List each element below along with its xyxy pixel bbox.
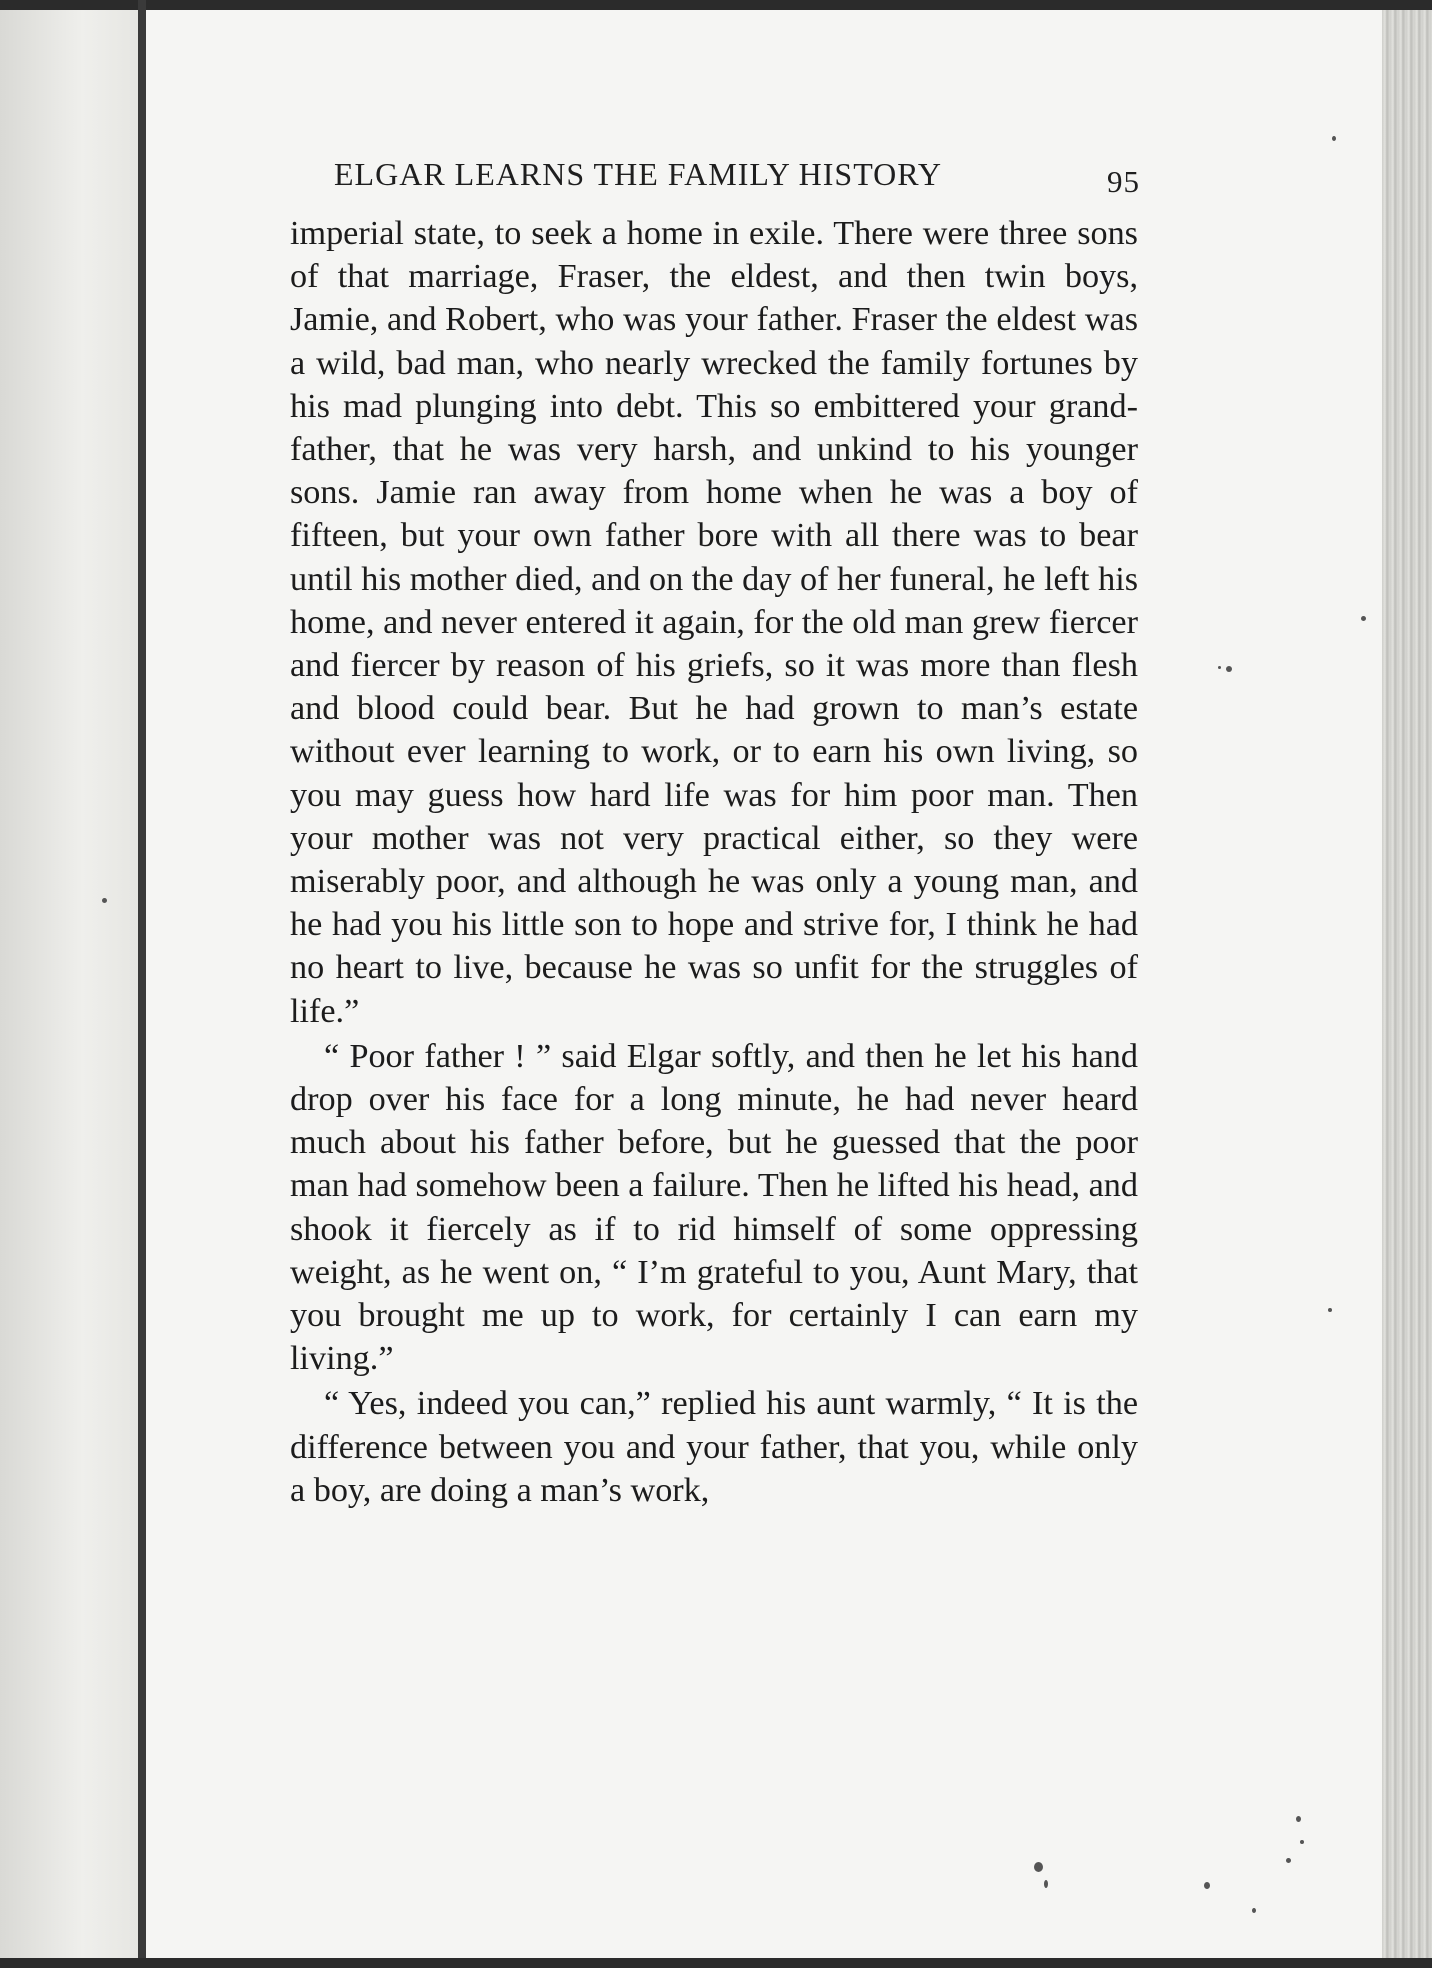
body-text bbox=[290, 212, 1138, 1512]
dust-speck bbox=[1286, 1858, 1291, 1863]
dust-speck bbox=[1226, 666, 1232, 672]
dust-speck bbox=[102, 898, 107, 903]
scan-top-edge bbox=[0, 0, 1432, 10]
dust-speck bbox=[1204, 1882, 1210, 1889]
paragraph-2: “ Poor father ! ” said Elgar softly, and then he let his hand drop over his face for a long minute, he had never heard much about his father before, but he guessed that the poor man had somehow been a failure. Then he lifted his head, and shook it fiercely as if to rid himself of some oppressing weight, as he went on, “ I’m grateful to you, Aunt Mary, that you brought me up to work, for certainly I can earn my living.” bbox=[290, 1037, 1138, 1378]
dust-speck bbox=[1361, 616, 1366, 621]
previous-page-leaf bbox=[0, 10, 138, 1960]
book-gutter bbox=[138, 0, 146, 1968]
dust-speck bbox=[1252, 1908, 1256, 1913]
paragraph-1: imperial state, to seek a home in exile. There were three sons of that marriage, Fraser, the eldest, and then twin boys, Jamie, and Robert, who was your father. Fraser the eldest was a wild, bad man, who nearly wrecked the family fortunes by his mad plunging into debt. This so embittered your grand-father, that he was very harsh, and unkind to his younger sons. Jamie ran away from home when he was a boy of fifteen, but your own father bore with all there was to bear until his mother died, and on the day of her funeral, he left his home, and never entered it again, for the old man grew fiercer and fiercer by reason of his griefs, so it was more than flesh and blood could bear. But he had grown to man’s estate without ever learning to work, or to earn his own living, so you may guess how hard life was for him poor man. Then your mother was not very practical either, so they were miserably poor, and although he was only a young man, and he had you his little son to hope and strive for, I think he had no heart to live, because he was so unfit for the struggles of life.” bbox=[290, 215, 1138, 1030]
dust-speck bbox=[1296, 1816, 1301, 1822]
dust-speck bbox=[1332, 136, 1336, 141]
page-header bbox=[334, 150, 1140, 200]
dust-speck bbox=[1328, 1308, 1332, 1312]
dust-speck bbox=[1218, 666, 1221, 669]
page-stack-edge bbox=[1382, 10, 1432, 1958]
paragraph-3: “ Yes, indeed you can,” replied his aunt warmly, “ It is the difference between you and your father, that you, while only a boy, are doing a man’s work, bbox=[290, 1385, 1138, 1509]
dust-speck bbox=[1300, 1840, 1304, 1844]
dust-speck bbox=[1044, 1880, 1048, 1888]
dust-speck bbox=[1034, 1862, 1043, 1872]
running-head: ELGAR LEARNS THE FAMILY HISTORY bbox=[334, 156, 942, 192]
scan-bottom-edge bbox=[0, 1958, 1432, 1968]
page-number: 95 bbox=[1107, 164, 1140, 199]
